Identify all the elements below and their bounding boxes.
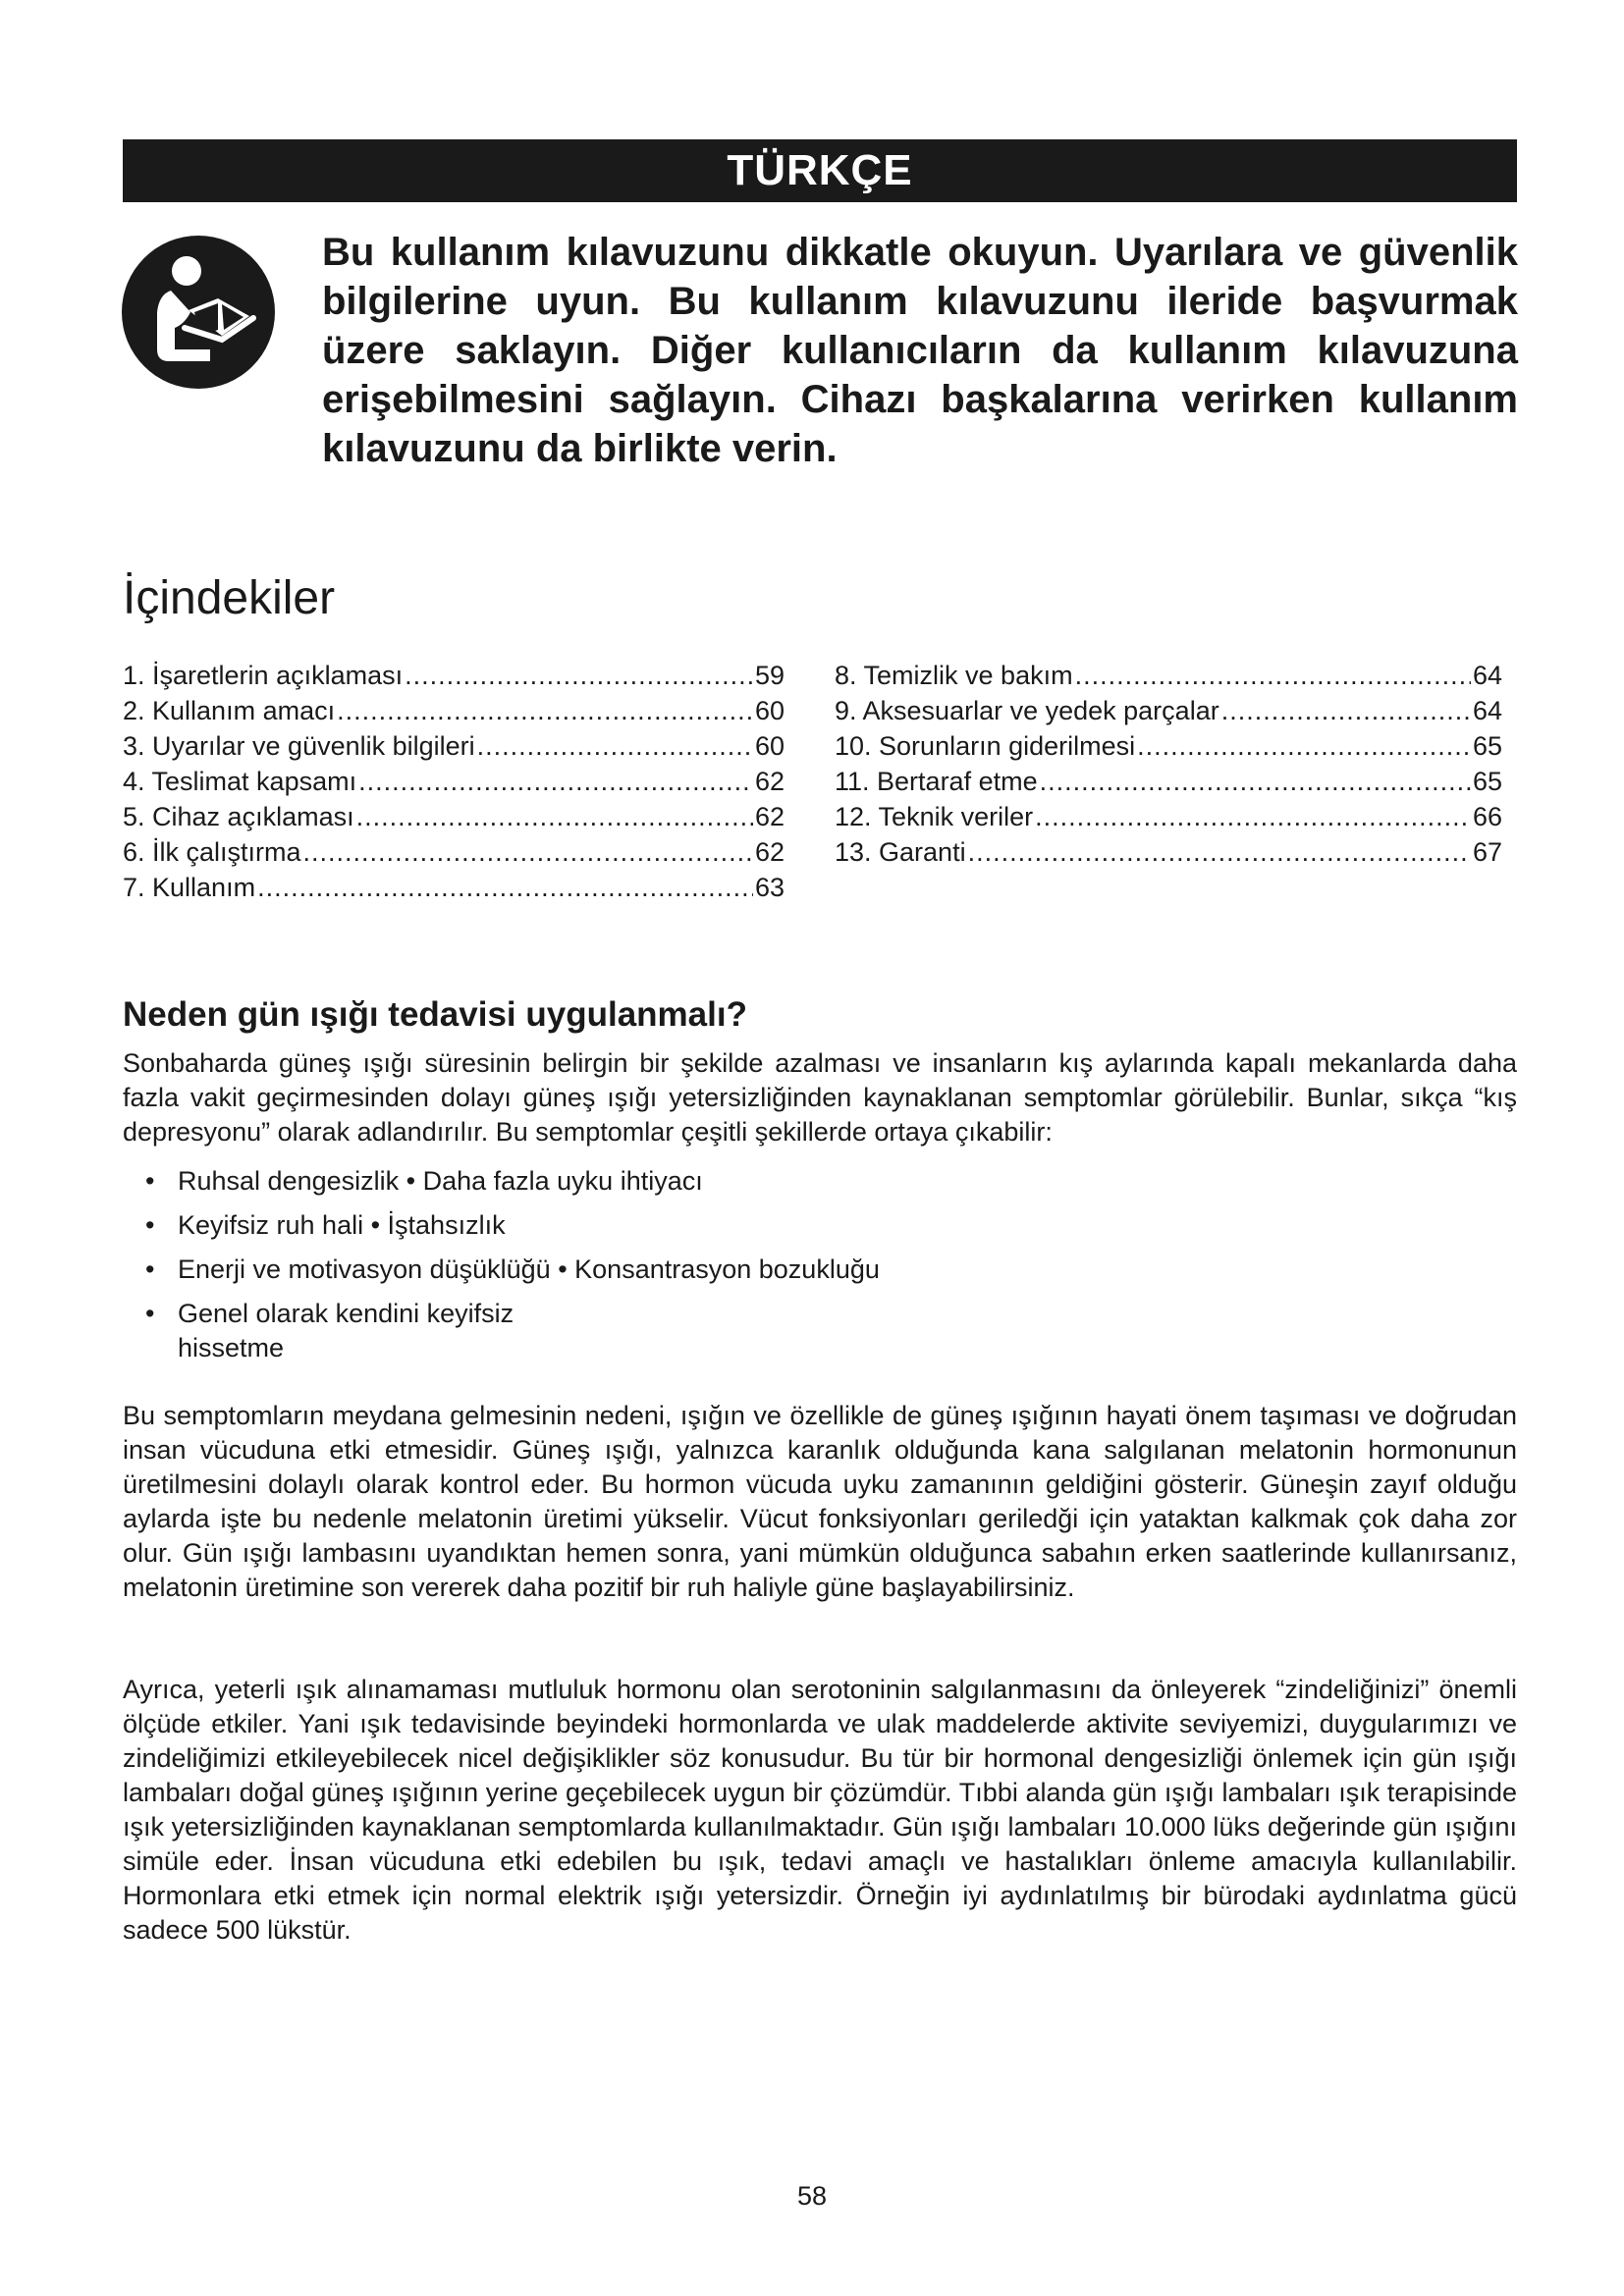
toc-leader (257, 870, 753, 905)
toc-leader (1040, 764, 1471, 799)
toc-item-page: 63 (754, 873, 785, 902)
paragraph-cause: Bu semptomların meydana gelmesinin nedeni, ışığın ve özellikle de güneş ışığının hayati önem taşıması ve doğrudan insan vücuduna etki etmesidir. Güneş ışığı, yalnızca karanlık olduğunda kana salgılanan melatonin hormonunun üretilmesini dolaylı olarak kontrol eder. Bu hormon vücuda uyku zamanının geldiğini gösterir. Güneşin zayıf olduğu aylarda işte bu nedenle melatonin üretimi yükselir. Vücut fonksiyonları geriledği için yataktan kalkmak çok daha zor olur. Gün ışığı lambasını uyandıktan hemen sonra, yani mümkün olduğunca sabahın erken saatlerinde kullanırsanız, melatonin üretimine son vererek daha pozitif bir ruh haliyle güne başlayabilirsiniz. (123, 1401, 1517, 1602)
toc-leader (356, 799, 753, 834)
toc-title: İçindekiler (123, 572, 336, 624)
intro-warning-text: Bu kullanım kılavuzunu dikkatle okuyun. Uyarılara ve güvenlik bilgilerine uyun. Bu kullanım kılavuzunu ileride başvurmak üzere saklayın. Diğer kullanıcıların da kullanım kılavuzuna erişebilmesini sağlayın. Cihazı başkalarına verirken kullanım kılavuzunu da birlikte verin. (322, 231, 1518, 470)
toc-item-label: 10. Sorunların giderilmesi (835, 731, 1136, 761)
toc-item[interactable] (123, 728, 785, 764)
toc-leader (1221, 693, 1471, 728)
bullet-icon: • (145, 1299, 155, 1328)
section-title: Neden gün ışığı tedavisi uygulanmalı? (123, 995, 747, 1034)
symptom-list (145, 1164, 1127, 1375)
toc-item[interactable] (835, 728, 1502, 764)
toc-item[interactable] (123, 834, 785, 870)
toc-item[interactable] (835, 834, 1502, 870)
toc-item-page: 65 (1472, 767, 1502, 796)
toc-leader (1137, 728, 1471, 764)
toc-item[interactable] (835, 693, 1502, 728)
toc-item-label: 7. Kullanım (123, 873, 256, 902)
toc-item-page: 60 (754, 731, 785, 761)
toc-item-label: 3. Uyarılar ve güvenlik bilgileri (123, 731, 475, 761)
toc-item-label: 12. Teknik veriler (835, 802, 1034, 831)
toc-left-column (123, 658, 785, 905)
language-header: TÜRKÇE (123, 139, 1517, 202)
toc-item-label: 6. İlk çalıştırma (123, 837, 301, 867)
list-item-text: Keyifsiz ruh hali • İştahsızlık (178, 1210, 506, 1240)
paragraph-intro: Sonbaharda güneş ışığı süresinin belirgin bir şekilde azalması ve insanların kış aylarında kapalı mekanlarda daha fazla vakit geçirmesinden dolayı güneş ışığı yetersizliğinden kaynaklanan semptomlar görülebilir. Bunlar, sıkça “kış depresyonu” olarak adlandırılır. Bu semptomlar çeşitli şekillerde ortaya çıkabilir: (123, 1048, 1517, 1147)
toc-item-page: 64 (1472, 661, 1502, 690)
toc-item-page: 62 (754, 802, 785, 831)
toc-leader (405, 658, 753, 693)
toc-item[interactable] (835, 658, 1502, 693)
list-item-text-continued: hissetme (178, 1333, 285, 1362)
list-item (145, 1208, 1127, 1243)
list-item (145, 1253, 1127, 1287)
toc-item-label: 9. Aksesuarlar ve yedek parçalar (835, 696, 1219, 725)
paragraph-serotonin: Ayrıca, yeterli ışık alınamaması mutluluk hormonu olan serotoninin salgılanmasını da önleyerek “zindeliğinizi” önemli ölçüde etkiler. Yani ışık tedavisinde beyindeki hormonlarda ve ulak maddelerde aktivite seviyemizi, duygularımızı ve zindeliğimizi etkileyebilecek nicel değişiklikler söz konusudur. Bu tür bir hormonal dengesizliği önlemek için gün ışığı lambaları doğal güneş ışığının yerine geçebilecek uygun bir çözümdür. Tıbbi alanda gün ışığı lambaları ışık terapisinde ışık yetersizliğinden kaynaklanan semptomlarda kullanılmaktadır. Gün ışığı lambaları 10.000 lüks değerinde gün ışığını simüle eder. İnsan vücuduna etki edebilen bu ışık, tedavi amaçlı ve hastalıkları önleme amacıyla kullanılabilir. Hormonlara etki etmek için normal elektrik ışığı yetersizdir. Örneğin iyi aydınlatılmış bir bürodaki aydınlatma gücü sadece 500 lükstür. (123, 1675, 1517, 1945)
toc-item-page: 66 (1472, 802, 1502, 831)
toc-item-page: 62 (754, 767, 785, 796)
list-item-text: Ruhsal dengesizlik • Daha fazla uyku ihtiyacı (178, 1166, 703, 1196)
toc-item[interactable] (123, 764, 785, 799)
bullet-icon: • (145, 1255, 155, 1284)
list-item-text: Genel olarak kendini keyifsiz (178, 1299, 514, 1328)
toc-leader (303, 834, 753, 870)
read-manual-icon (120, 234, 277, 391)
toc-item-label: 2. Kullanım amacı (123, 696, 336, 725)
list-item (145, 1164, 1127, 1199)
toc-item[interactable] (123, 870, 785, 905)
toc-item[interactable] (835, 764, 1502, 799)
toc-right-column (835, 658, 1502, 870)
toc-leader (1075, 658, 1471, 693)
toc-item-label: 4. Teslimat kapsamı (123, 767, 357, 796)
page-number: 58 (796, 2181, 828, 2211)
list-item-text: Enerji ve motivasyon düşüklüğü • Konsantrasyon bozukluğu (178, 1255, 880, 1284)
toc-leader (477, 728, 753, 764)
list-item (145, 1297, 1127, 1365)
toc-item-page: 65 (1472, 731, 1502, 761)
toc-item-label: 8. Temizlik ve bakım (835, 661, 1073, 690)
toc-item-page: 59 (754, 661, 785, 690)
toc-item-page: 67 (1472, 837, 1502, 867)
toc-item-label: 11. Bertaraf etme (835, 767, 1038, 796)
toc-item[interactable] (835, 799, 1502, 834)
toc-item-label: 5. Cihaz açıklaması (123, 802, 354, 831)
bullet-icon: • (145, 1166, 155, 1196)
toc-item[interactable] (123, 658, 785, 693)
toc-item[interactable] (123, 693, 785, 728)
toc-leader (337, 693, 753, 728)
toc-leader (1035, 799, 1471, 834)
toc-item-page: 60 (754, 696, 785, 725)
bullet-icon: • (145, 1210, 155, 1240)
toc-item-label: 13. Garanti (835, 837, 966, 867)
toc-leader (358, 764, 753, 799)
toc-item[interactable] (123, 799, 785, 834)
toc-item-page: 64 (1472, 696, 1502, 725)
toc-item-page: 62 (754, 837, 785, 867)
toc-item-label: 1. İşaretlerin açıklaması (123, 661, 404, 690)
toc-leader (968, 834, 1471, 870)
